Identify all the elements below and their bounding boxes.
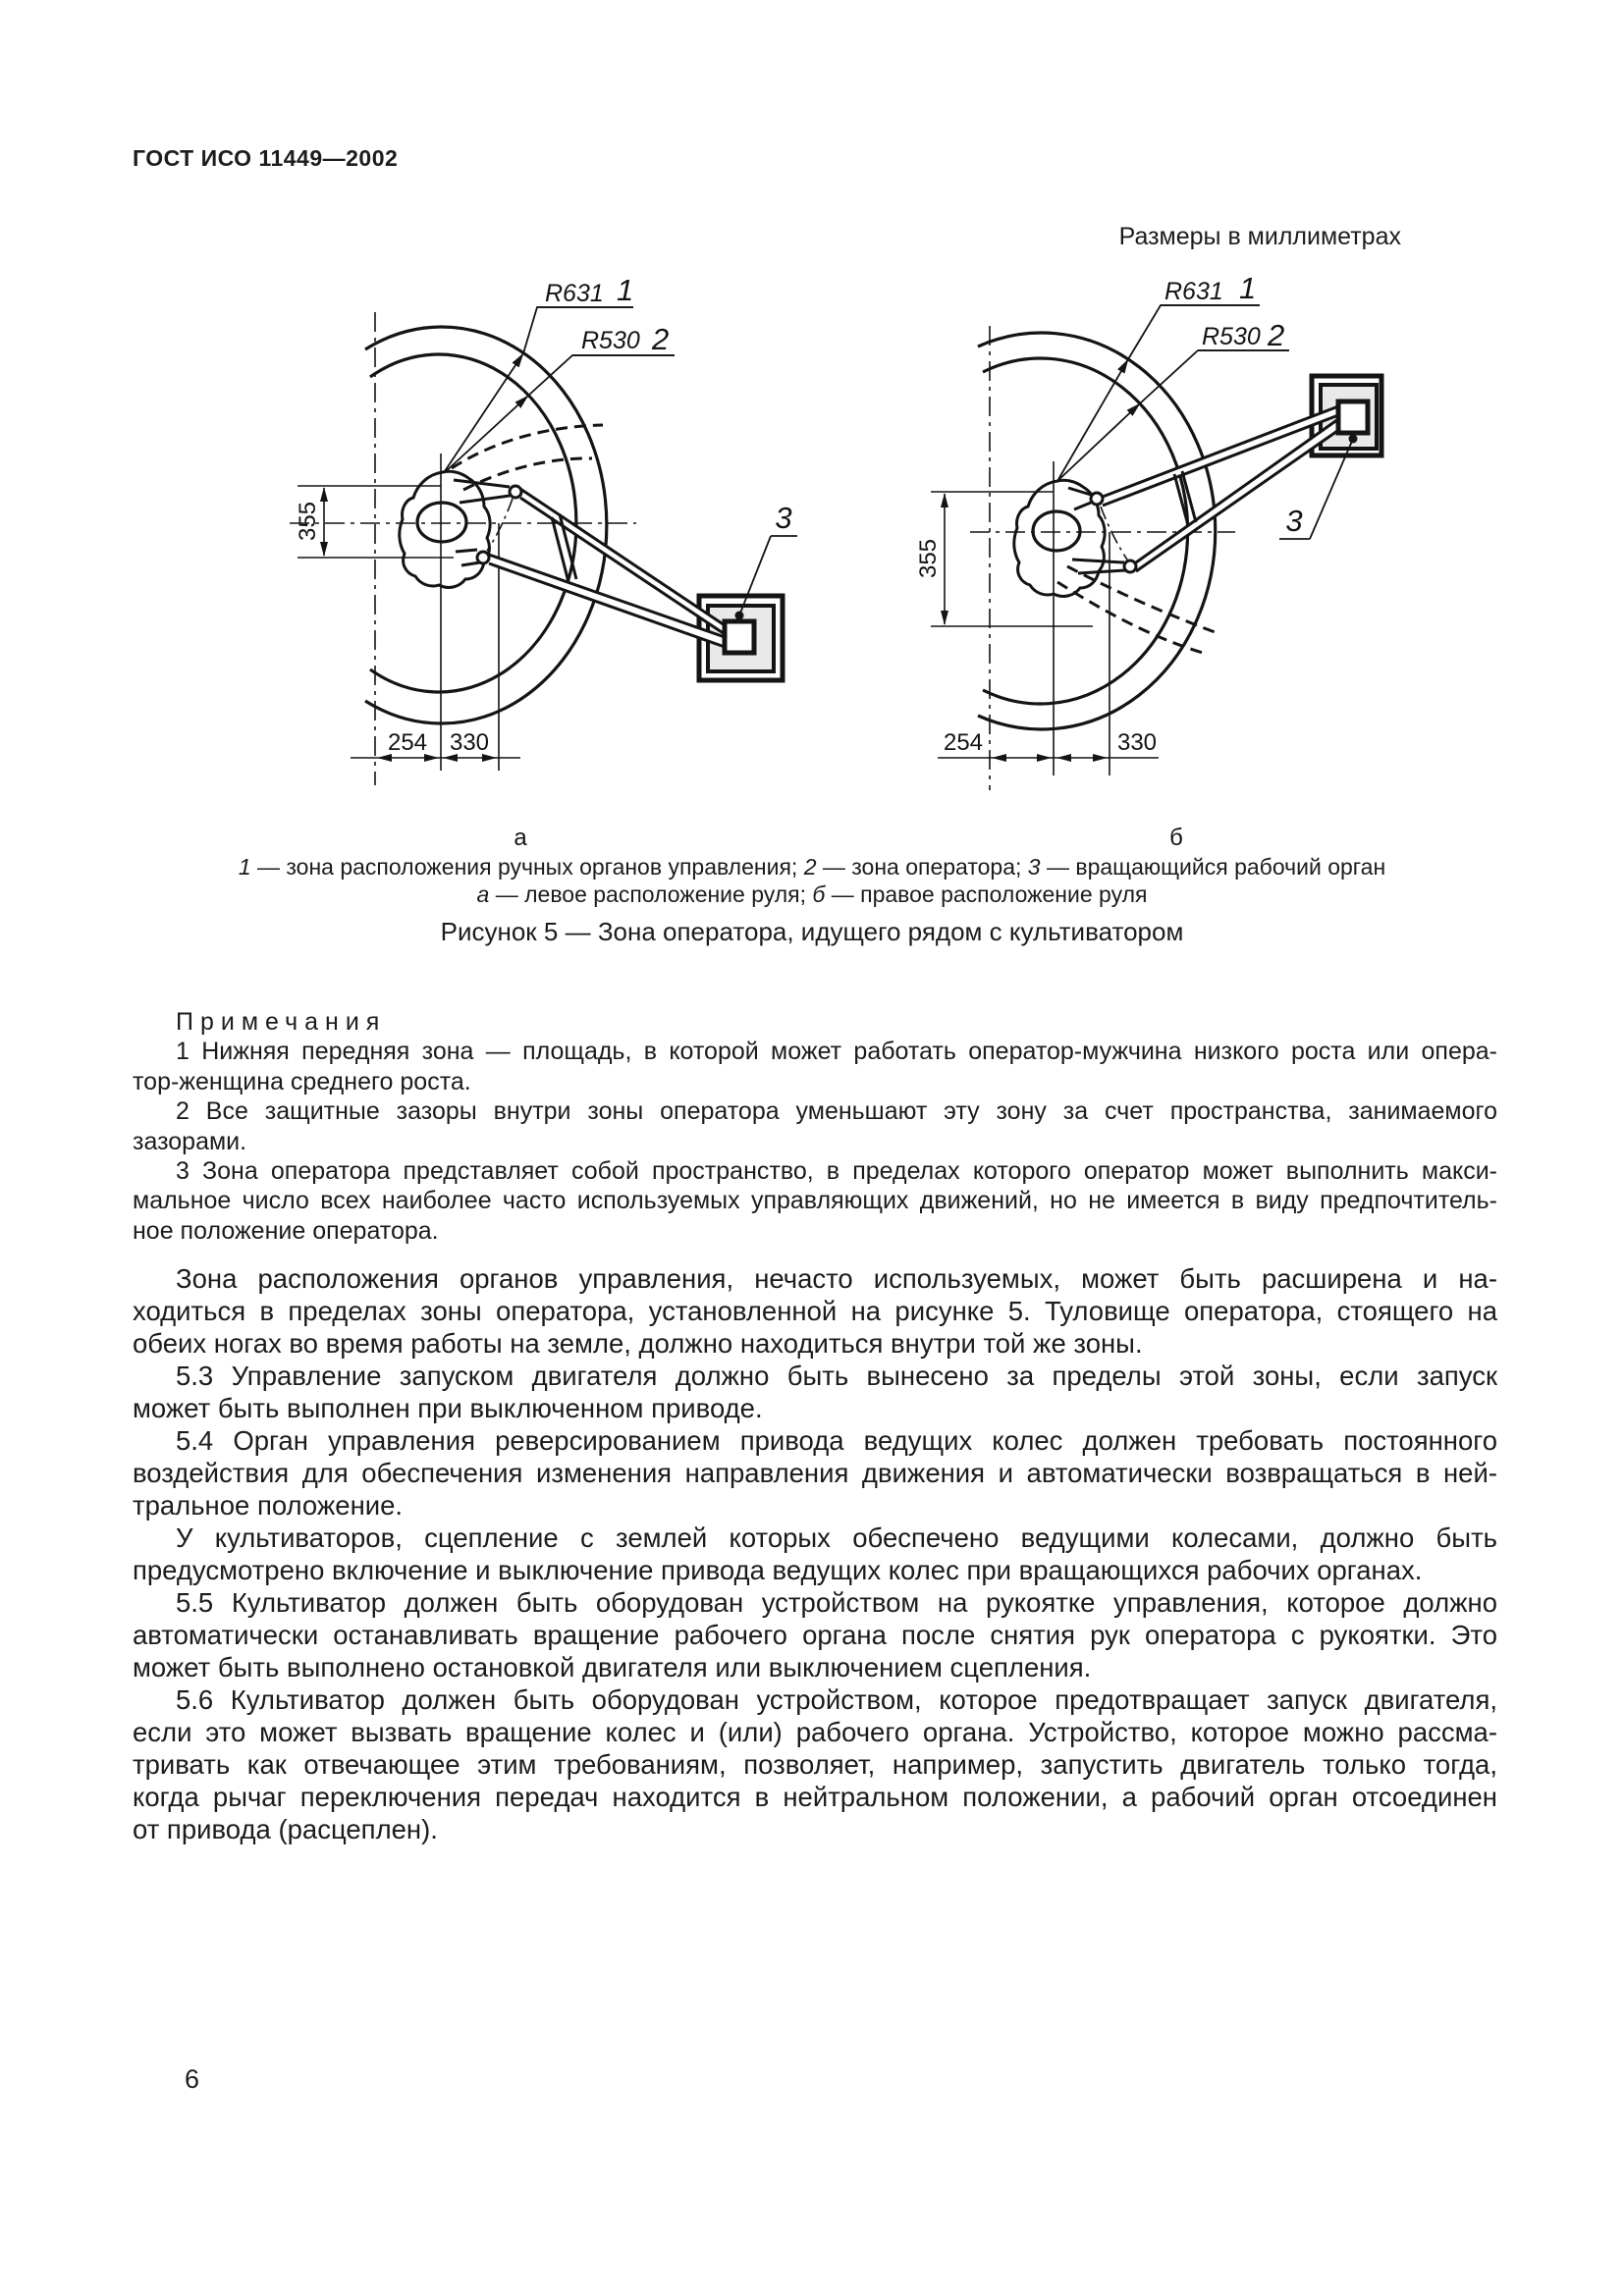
grip-upper-b [1091,493,1103,505]
arrowhead [992,754,1006,762]
label-r530-a: R530 [581,327,640,354]
arrowhead [941,493,948,507]
radius-line-r631-b [1057,359,1128,481]
leader-r530-b [1140,350,1289,403]
figure-legend [130,853,1494,908]
paragraph-5-3: 5.3 Управление запуском двигателя должно быть вынесено за пределы этой зоны, если запуск может быть выполнен при выключенном приводе. [133,1361,1497,1423]
body-text [133,1262,1497,1845]
label-r631-a: R631 [545,280,604,307]
arrowhead [1093,754,1108,762]
subfigure-label-a: а [514,825,527,851]
dim-254-b: 254 [943,729,984,756]
note-3: 3 Зона оператора представляет собой пространство, в пределах которого оператор может выполнить макси- мальное число всех наиболее часто используемых управляющих движений, но не имеется в виду предпочтитель- ное положение оператора. [133,1157,1497,1245]
work-element-inner-a [725,621,754,653]
figure-legend-line2: а — левое расположение руля; б — правое расположение руля [476,881,1148,907]
figure-5-drawing [0,0,1624,864]
ref-3-b: 3 [1285,504,1303,538]
arrowhead [320,542,328,557]
work-element-inner-b [1338,401,1368,433]
radius-line-r631-a [443,353,523,474]
handlebar-b [1103,406,1340,571]
dashed-arm-2-b [1057,582,1203,653]
grip-upper-a [510,486,521,498]
figure-caption: Рисунок 5 — Зона оператора, идущего рядом с культиватором [440,917,1184,946]
notes-section [133,1007,1497,1246]
label-r631-b: R631 [1164,278,1223,305]
ref-2-a: 2 [652,322,670,356]
notes-heading: Примечания [176,1008,387,1036]
dim-355-a: 355 [295,501,321,542]
grip-lower-a [477,552,489,563]
paragraph-5-5: 5.5 Культиватор должен быть оборудован устройством на рукоятке управления, которое должно автоматически останавливать вращение рабочего органа после снятия рук оператора с рукоятки. Это может быть выполнено остановкой двигателя или выключением сцепления. [133,1587,1497,1682]
dim-330-b: 330 [1116,729,1158,756]
leader-r530-a [528,355,675,396]
dimensions-units-note: Размеры в миллиметрах [1118,223,1401,250]
figure-b [915,271,1381,851]
ref-2-b: 2 [1268,318,1285,352]
paragraph-5-4: 5.4 Орган управления реверсированием привода ведущих колес должен требовать постоянного воздействия для обеспечения изменения направления движения и автоматически возвращаться в ней- тральное положение. [133,1425,1497,1521]
dim-355-b: 355 [915,538,942,579]
paragraph-zone-expansion: Зона расположения органов управления, нечасто используемых, может быть расширена и на- ходиться в пределах зоны оператора, установленной на рисунке 5. Туловище оператора, стоящего на обеих ногах во время работы на земле, должно находиться внутри той же зоны. [133,1263,1497,1359]
ref-1-a: 1 [617,273,634,307]
note-2: 2 Все защитные зазоры внутри зоны оператора уменьшают эту зону за счет пространства, занимаемого зазорами. [133,1097,1497,1155]
figure-a [290,273,797,851]
dim-254-a: 254 [387,729,428,756]
subfigure-label-b: б [1169,825,1183,851]
page-number: 6 [185,2064,200,2094]
paragraph-5-6: 5.6 Культиватор должен быть оборудован устройством, которое предотвращает запуск двигателя, если это может вызвать вращение колес и (или) рабочего органа. Устройство, которое можно рассма- тривать как отвечающее этим требованиям, позволяет, например, запустить двигатель только тогда, когда рычаг переключения передач находится в нейтральном положении, а рабочий орган отсоединен от привода (расцеплен). [133,1684,1497,1844]
paragraph-wheel-drive: У культиваторов, сцепление с землей которых обеспечено ведущими колесами, должно быть предусмотрено включение и выключение привода ведущих колес при вращающихся рабочих органах. [133,1522,1497,1585]
arrowhead [1056,754,1071,762]
document-code-header: ГОСТ ИСО 11449—2002 [133,145,399,171]
note-1: 1 Нижняя передняя зона — площадь, в которой может работать оператор-мужчина низкого роста или опера- тор-женщина среднего роста. [133,1038,1497,1095]
radius-line-r530-b [1057,403,1140,481]
figure-legend-line1: 1 — зона расположения ручных органов управления; 2 — зона оператора; 3 — вращающийся рабочий орган [238,854,1386,880]
grip-lower-b [1124,561,1136,572]
ref-3-a: 3 [775,501,792,535]
arrowhead [1037,754,1052,762]
arrowhead [320,487,328,502]
operator-head-a [417,503,466,542]
dashed-arm-1-b [1067,566,1218,633]
dashed-arm-1-a [452,425,603,468]
ref-1-b: 1 [1239,271,1257,305]
operator-head-b [1033,511,1080,551]
dim-330-a: 330 [449,729,490,756]
radius-line-r530-a [443,396,528,474]
arrowhead [941,611,948,625]
label-r530-b: R530 [1202,323,1261,350]
